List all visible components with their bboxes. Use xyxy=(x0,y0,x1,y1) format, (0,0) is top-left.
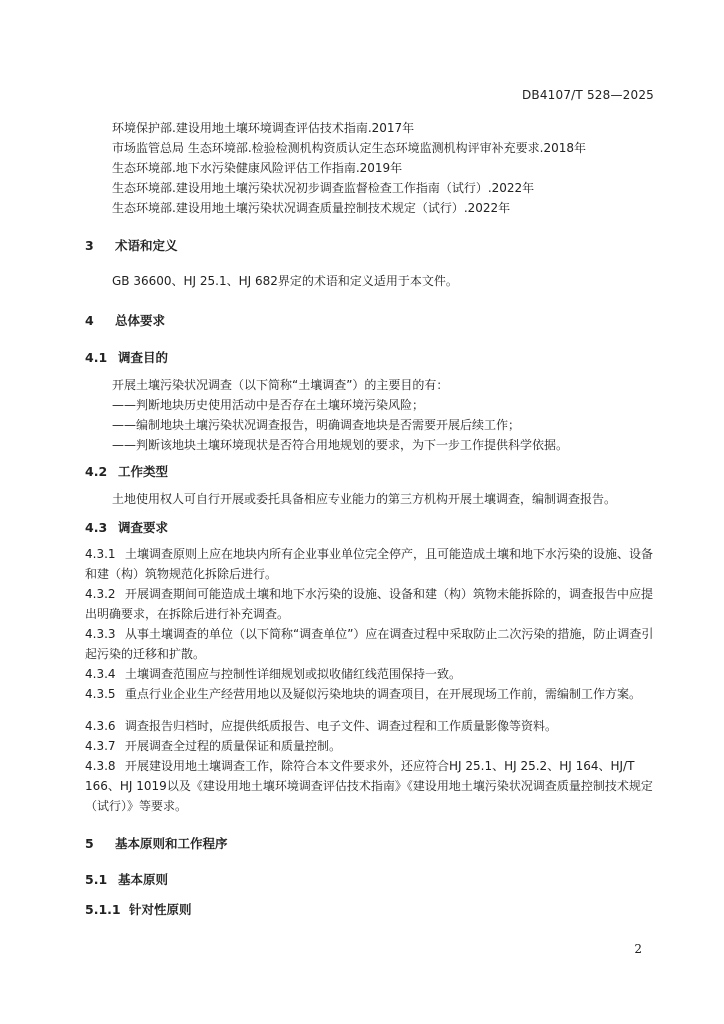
subsection-title: 工作类型 xyxy=(118,464,169,479)
clause-text: 土壤调查范围应与控制性详细规划或拟收储红线范围保持一致。 xyxy=(125,667,462,681)
clause-4-3-6 xyxy=(85,716,660,736)
clause-number: 4.3.2 xyxy=(85,587,116,601)
section-title: 总体要求 xyxy=(115,313,166,328)
paragraph: GB 36600、HJ 25.1、HJ 682界定的术语和定义适用于本文件。 xyxy=(112,274,458,288)
subsection-title: 基本原则 xyxy=(118,872,169,887)
section-heading-5 xyxy=(85,834,228,852)
list-intro: 开展土壤污染状况调查（以下简称“土壤调查”）的主要目的有： xyxy=(112,378,449,392)
clause-4-3-1 xyxy=(85,544,660,584)
clause-text: 重点行业企业生产经营用地以及疑似污染地块的调查项目，在开展现场工作前，需编制工作方案。 xyxy=(125,687,642,701)
subsection-number: 5.1 xyxy=(85,872,108,887)
clause-text: 开展调查期间可能造成土壤和地下水污染的设施、设备和建（构）筑物未能拆除的，调查报告中应提出明确要求，在拆除后进行补充调查。 xyxy=(85,587,654,621)
reference-item: 生态环境部.地下水污染健康风险评估工作指南.2019年 xyxy=(112,161,403,175)
clause-number: 4.3.3 xyxy=(85,627,116,641)
list-item: ——编制地块土壤污染状况调查报告，明确调查地块是否需要开展后续工作； xyxy=(112,418,521,432)
subsection-heading-5-1-1 xyxy=(85,900,192,918)
subsection-heading-4-1 xyxy=(85,348,168,366)
clause-number: 4.3.5 xyxy=(85,687,116,701)
purpose-list xyxy=(112,375,568,455)
reference-list xyxy=(112,118,586,218)
page-number: 2 xyxy=(634,942,642,956)
clause-4-3-7 xyxy=(85,736,660,756)
reference-item: 环境保护部.建设用地土壤环境调查评估技术指南.2017年 xyxy=(112,121,415,135)
subsection-heading-4-3 xyxy=(85,518,168,536)
clause-text: 调查报告归档时，应提供纸质报告、电子文件、调查过程和工作质量影像等资料。 xyxy=(125,719,558,733)
subsection-heading-4-2 xyxy=(85,462,168,480)
section-title: 基本原则和工作程序 xyxy=(115,836,228,851)
clause-text: 从事土壤调查的单位（以下简称“调查单位”）应在调查过程中采取防止二次污染的措施，防止调查引起污染的迁移和扩散。 xyxy=(85,627,654,661)
section-title: 术语和定义 xyxy=(115,238,178,253)
subsection-title: 调查目的 xyxy=(118,350,169,365)
reference-item: 市场监管总局 生态环境部.检验检测机构资质认定生态环境监测机构评审补充要求.2018年 xyxy=(112,141,586,155)
subsection-number: 4.1 xyxy=(85,350,108,365)
clause-number: 4.3.1 xyxy=(85,547,116,561)
subsection-number: 4.3 xyxy=(85,520,108,535)
subsection-title: 调查要求 xyxy=(118,520,169,535)
clause-text: 开展调查全过程的质量保证和质量控制。 xyxy=(125,739,342,753)
section-heading-4 xyxy=(85,311,165,329)
clause-text: 开展建设用地土壤调查工作，除符合本文件要求外，还应符合HJ 25.1、HJ 25.2、HJ 164、HJ/T 166、HJ 1019以及《建设用地土壤环境调查评估技术指南》《建设用地土壤污染状况调查质量控制技术规定（试行）》等要求。 xyxy=(85,759,653,813)
section-number: 5 xyxy=(85,836,94,851)
clause-4-3-5 xyxy=(85,684,660,704)
subsection-heading-5-1 xyxy=(85,870,168,888)
section-number: 3 xyxy=(85,238,94,253)
clause-text: 土壤调查原则上应在地块内所有企业事业单位完全停产，且可能造成土壤和地下水污染的设施、设备和建（构）筑物规范化拆除后进行。 xyxy=(85,547,654,581)
reference-item: 生态环境部.建设用地土壤污染状况初步调查监督检查工作指南（试行）.2022年 xyxy=(112,181,535,195)
subsection-title: 针对性原则 xyxy=(129,902,192,917)
subsection-number: 5.1.1 xyxy=(85,902,121,917)
clause-number: 4.3.6 xyxy=(85,719,116,733)
subsection-number: 4.2 xyxy=(85,464,108,479)
list-item: ——判断地块历史使用活动中是否存在土壤环境污染风险； xyxy=(112,398,425,412)
document-code: DB4107/T 528—2025 xyxy=(521,88,654,102)
clause-4-3-3 xyxy=(85,624,660,664)
reference-item: 生态环境部.建设用地土壤污染状况调查质量控制技术规定（试行）.2022年 xyxy=(112,201,511,215)
list-item: ——判断该地块土壤环境现状是否符合用地规划的要求，为下一步工作提供科学依据。 xyxy=(112,438,569,452)
clause-number: 4.3.8 xyxy=(85,759,116,773)
clause-number: 4.3.4 xyxy=(85,667,116,681)
clause-4-3-4 xyxy=(85,664,660,684)
paragraph: 土地使用权人可自行开展或委托具备相应专业能力的第三方机构开展土壤调查，编制调查报告。 xyxy=(112,492,617,506)
clause-4-3-8 xyxy=(85,756,660,816)
clause-number: 4.3.7 xyxy=(85,739,116,753)
section-number: 4 xyxy=(85,313,94,328)
clause-4-3-2 xyxy=(85,584,660,624)
section-heading-3 xyxy=(85,236,178,254)
